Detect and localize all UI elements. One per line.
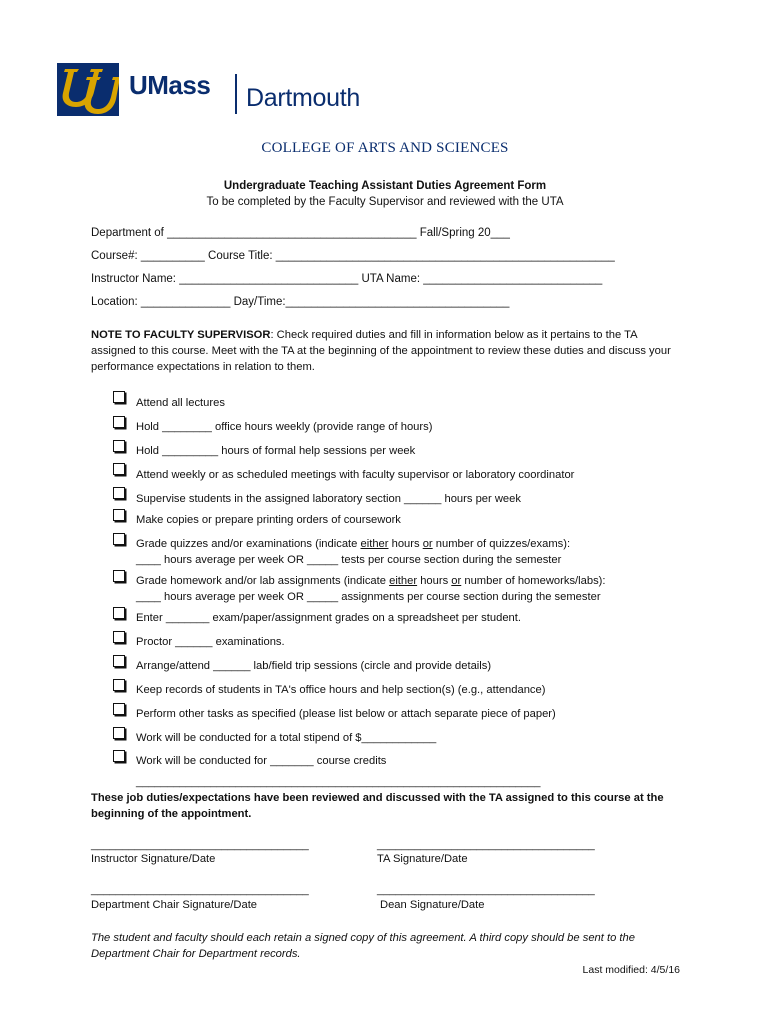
course-field[interactable]: Course#: __________ Course Title: _____________________________________________________ (91, 250, 615, 262)
duty-7-text-b: hours (388, 538, 423, 550)
duty-checkbox-11[interactable] (113, 655, 125, 667)
instructor-signature-line[interactable]: ___________________________________ (91, 839, 309, 851)
duty-7-either: either (360, 538, 389, 550)
chair-signature-label: Department Chair Signature/Date (91, 899, 258, 911)
duty-label-8 (136, 573, 606, 589)
duty-checkbox-10[interactable] (113, 631, 125, 643)
duty-checkbox-9[interactable] (113, 607, 125, 619)
umass-logo-icon (57, 63, 119, 116)
duty-label-9: Enter _______ exam/paper/assignment grades on a spreadsheet per student. (136, 612, 521, 624)
chair-signature-line[interactable]: ___________________________________ (91, 884, 309, 896)
review-statement: These job duties/expectations have been reviewed and discussed with the TA assigned to this course at the beginning of the appointment. (91, 792, 664, 820)
duty-checkbox-2[interactable] (113, 416, 125, 428)
instructor-field[interactable]: Instructor Name: ____________________________ UTA Name: ____________________________ (91, 273, 603, 285)
duty-label-13: Perform other tasks as specified (please list below or attach separate piece of paper) (136, 708, 556, 720)
note-to-supervisor (91, 327, 681, 375)
duty-checkbox-4[interactable] (113, 463, 125, 475)
note-label: NOTE TO FACULTY SUPERVISOR (91, 329, 271, 341)
duty-8-text-c: number of homeworks/labs): (461, 575, 606, 587)
duty-checkbox-14[interactable] (113, 727, 125, 739)
form-title: Undergraduate Teaching Assistant Duties Agreement Form (223, 180, 547, 192)
duty-label-14: Work will be conducted for a total stipend of $____________ (136, 732, 437, 744)
college-heading: COLLEGE OF ARTS AND SCIENCES (261, 140, 509, 156)
duty-label-5: Supervise students in the assigned laboratory section ______ hours per week (136, 493, 521, 505)
duty-label-2: Hold ________ office hours weekly (provide range of hours) (136, 421, 433, 433)
instructor-signature-label: Instructor Signature/Date (91, 853, 216, 865)
duty-checkbox-5[interactable] (113, 487, 125, 499)
last-modified: Last modified: 4/5/16 (582, 964, 680, 976)
duty-8-text-b: hours (417, 575, 452, 587)
duty-7-text-a: Grade quizzes and/or examinations (indicate (136, 538, 361, 550)
department-field[interactable]: Department of _______________________________________ Fall/Spring 20___ (91, 227, 510, 239)
duty-8-text-a: Grade homework and/or lab assignments (indicate (136, 575, 390, 587)
location-field[interactable]: Location: ______________ Day/Time:___________________________________ (91, 296, 510, 308)
duty-label-6: Make copies or prepare printing orders of coursework (136, 514, 401, 526)
duty-checkbox-6[interactable] (113, 509, 125, 521)
duty-checkbox-3[interactable] (113, 440, 125, 452)
duty-7-text-c: number of quizzes/exams): (432, 538, 571, 550)
duty-label-3: Hold _________ hours of formal help sessions per week (136, 445, 416, 457)
ta-signature-label: TA Signature/Date (377, 853, 468, 865)
duty-label-12: Keep records of students in TA's office hours and help section(s) (e.g., attendance) (136, 684, 546, 696)
duty-8-either: either (389, 575, 418, 587)
duty-8-line2: ____ hours average per week OR _____ assignments per course section during the semester (136, 591, 601, 603)
duty-label-4: Attend weekly or as scheduled meetings with faculty supervisor or laboratory coordinator (136, 469, 575, 481)
duty-checkbox-8[interactable] (113, 570, 125, 582)
form-subtitle: To be completed by the Faculty Supervisor and reviewed with the UTA (206, 196, 564, 208)
duty-label-1: Attend all lectures (136, 397, 225, 409)
duty-checkbox-7[interactable] (113, 533, 125, 545)
ta-signature-line[interactable]: ___________________________________ (377, 839, 595, 851)
duty-7-line2: ____ hours average per week OR _____ tests per course section during the semester (136, 554, 562, 566)
logo-dartmouth-text: Dartmouth (246, 84, 361, 112)
duty-7-or: or (422, 538, 433, 550)
duty-label-7 (136, 536, 570, 552)
logo-umass-text: UMass (129, 70, 211, 100)
duty-label-11: Arrange/attend ______ lab/field trip sessions (circle and provide details) (136, 660, 492, 672)
other-tasks-line[interactable]: _________________________________________________________________ (136, 776, 541, 788)
dean-signature-line[interactable]: ___________________________________ (377, 884, 595, 896)
duty-checkbox-13[interactable] (113, 703, 125, 715)
duty-checkbox-1[interactable] (113, 391, 125, 403)
duty-checkbox-15[interactable] (113, 750, 125, 762)
duty-8-or: or (451, 575, 462, 587)
duty-label-15: Work will be conducted for _______ course credits (136, 755, 387, 767)
note-text: : Check required duties and fill in information below as it pertains to the TA assigned to this course. Meet with the TA at the beginning of the appointment to review these duties and discuss your performance expectations in relation to them. (91, 329, 671, 373)
logo-divider (235, 74, 237, 114)
duty-checkbox-12[interactable] (113, 679, 125, 691)
retention-note: The student and faculty should each retain a signed copy of this agreement. A third copy should be sent to the Department Chair for Department records. (91, 932, 635, 960)
duty-label-10: Proctor ______ examinations. (136, 636, 285, 648)
dean-signature-label: Dean Signature/Date (380, 899, 485, 911)
